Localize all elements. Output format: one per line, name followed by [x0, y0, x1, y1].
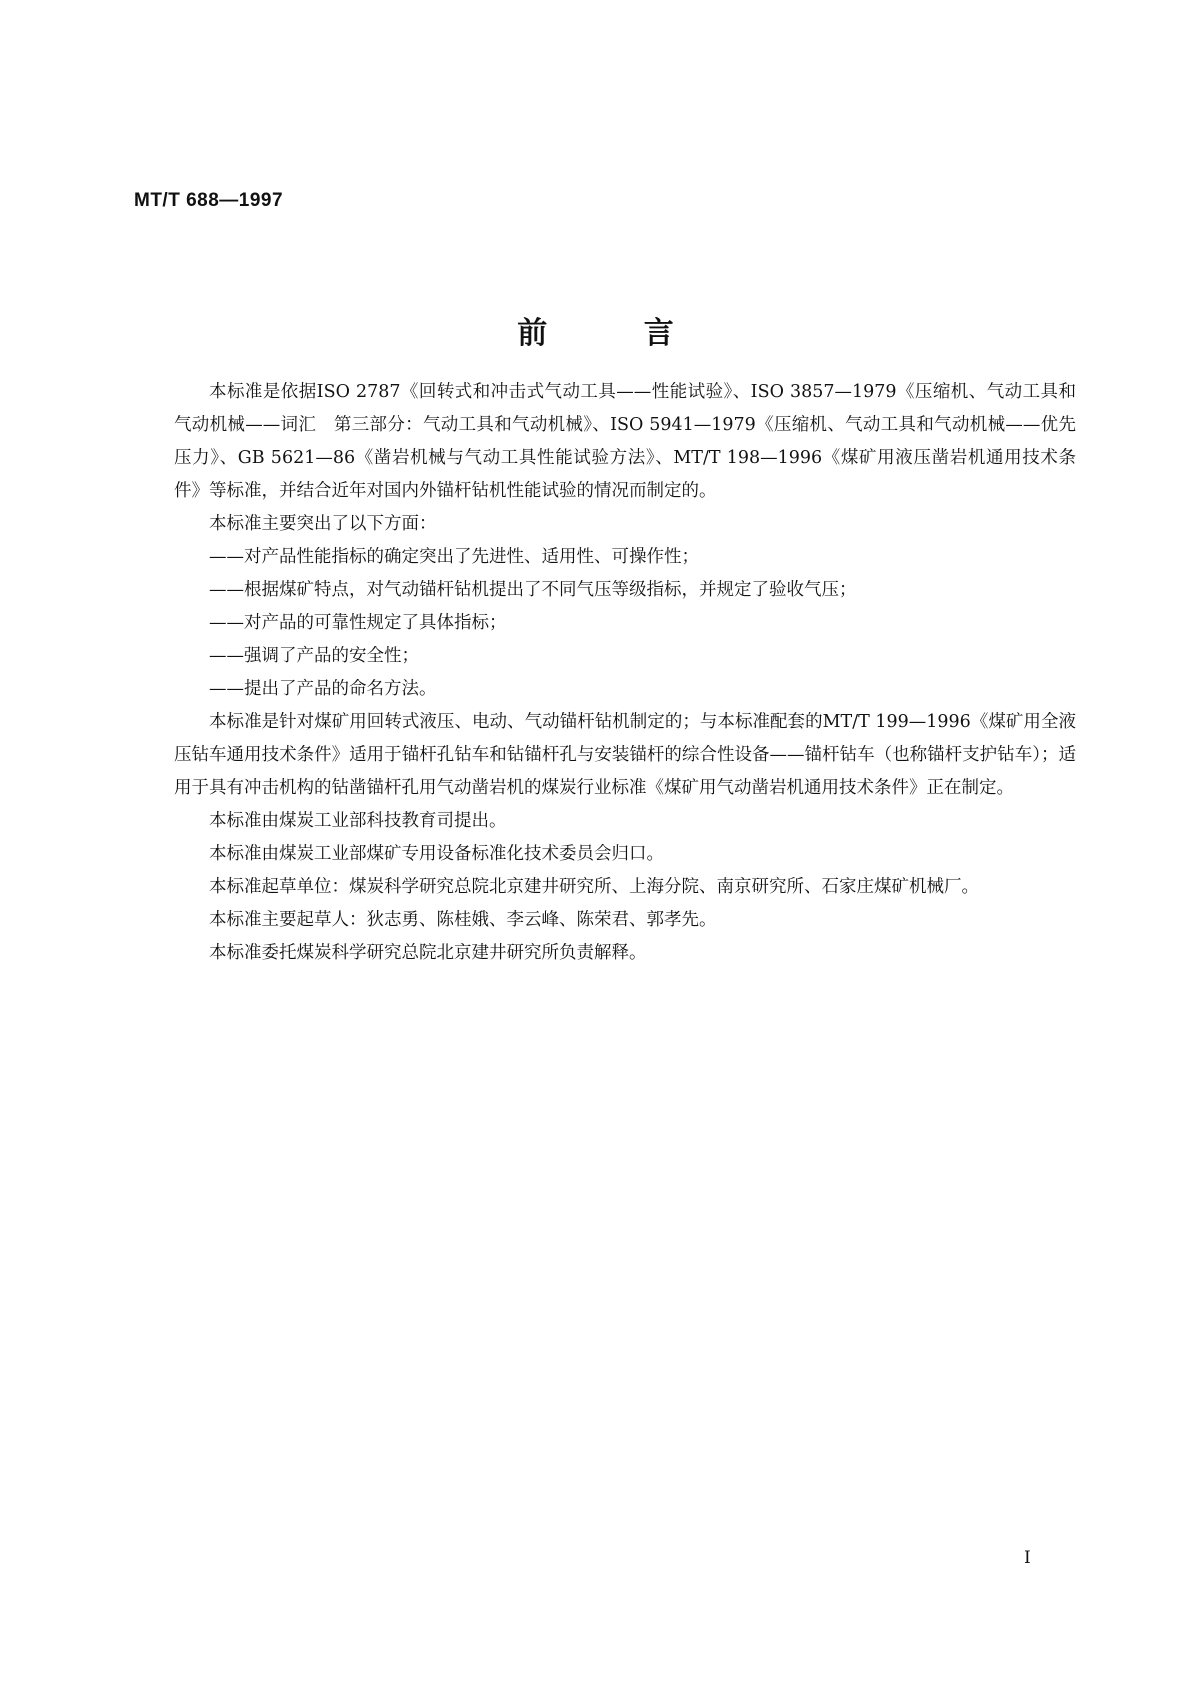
- page-title: 前 言: [517, 316, 674, 351]
- list-item: ——对产品性能指标的确定突出了先进性、适用性、可操作性；: [209, 547, 699, 567]
- page-number: I: [1024, 1548, 1031, 1568]
- list-item: ——对产品的可靠性规定了具体指标；: [209, 613, 507, 633]
- standard-code: MT/T 688—1997: [134, 190, 284, 211]
- list-item: ——根据煤矿特点，对气动锚杆钻机提出了不同气压等级指标，并规定了验收气压；: [209, 580, 857, 600]
- list-item: ——强调了产品的安全性；: [209, 646, 419, 666]
- list-item: ——提出了产品的命名方法。: [209, 679, 437, 699]
- paragraph-drafters: 本标准主要起草人：狄志勇、陈桂娥、李云峰、陈荣君、郭孝先。: [209, 910, 717, 930]
- paragraph-proposer: 本标准由煤炭工业部科技教育司提出。: [209, 811, 507, 831]
- paragraph-basis: 本标准是依据ISO 2787《回转式和冲击式气动工具——性能试验》、ISO 3857—1979《压缩机、气动工具和气动机械——词汇 第三部分：气动工具和气动机械》、ISO 5941—1979《压缩机、气动工具和气动机械——优先压力》、GB 5621—86《凿岩机械与气动工具性能试验方法》、MT/T 198—1996《煤矿用液压凿岩机通用技术条件》等标准，并结合近年对国内外锚杆钻机性能试验的情况而制定的。: [174, 382, 1076, 501]
- foreword-body: [174, 376, 1076, 970]
- paragraph-drafting-units: 本标准起草单位：煤炭科学研究总院北京建井研究所、上海分院、南京研究所、石家庄煤矿机械厂。: [209, 877, 979, 897]
- paragraph-scope: 本标准是针对煤矿用回转式液压、电动、气动锚杆钻机制定的；与本标准配套的MT/T 199—1996《煤矿用全液压钻车通用技术条件》适用于锚杆孔钻车和钻锚杆孔与安装锚杆的综合性设备——锚杆钻车（也称锚杆支护钻车）；适用于具有冲击机构的钻凿锚杆孔用气动凿岩机的煤炭行业标准《煤矿用气动凿岩机通用技术条件》正在制定。: [174, 712, 1076, 798]
- paragraph-interpretation: 本标准委托煤炭科学研究总院北京建井研究所负责解释。: [209, 943, 647, 963]
- paragraph-administrator: 本标准由煤炭工业部煤矿专用设备标准化技术委员会归口。: [209, 844, 664, 864]
- paragraph-highlights-intro: 本标准主要突出了以下方面：: [209, 514, 437, 534]
